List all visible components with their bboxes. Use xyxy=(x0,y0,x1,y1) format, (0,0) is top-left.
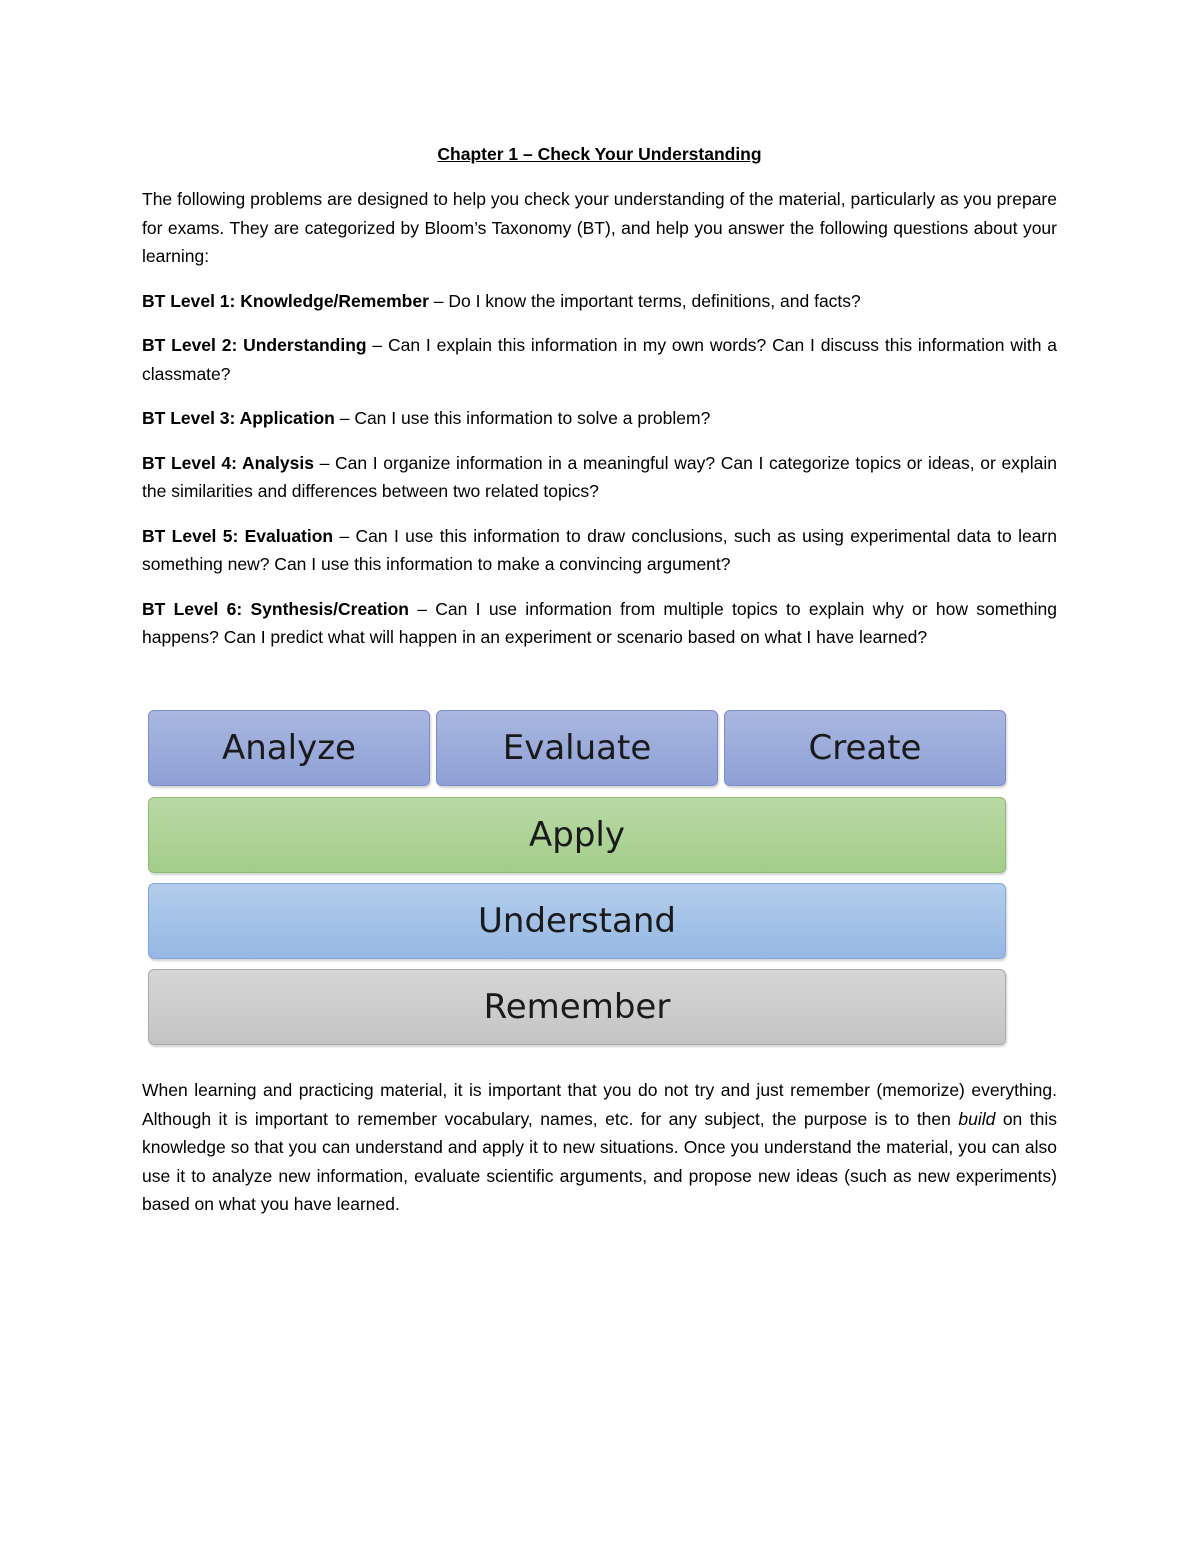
closing-emphasis: build xyxy=(958,1108,996,1129)
bt-level-1-label: BT Level 1: Knowledge/Remember xyxy=(142,290,429,311)
bt-level-2 xyxy=(142,331,1057,388)
blooms-taxonomy-diagram xyxy=(148,710,1006,1046)
bt-level-4-text: – Can I organize information in a meaningful way? Can I categorize topics or ideas, or explain the similarities and differences between two related topics? xyxy=(142,452,1057,501)
page-title: Chapter 1 – Check Your Understanding xyxy=(437,144,762,164)
bt-level-3-label: BT Level 3: Application xyxy=(142,408,335,428)
remember-block: Remember xyxy=(148,969,1006,1045)
bt-level-6-label: BT Level 6: Synthesis/Creation xyxy=(142,598,409,619)
bt-level-2-label: BT Level 2: Understanding xyxy=(142,335,367,355)
create-block: Create xyxy=(724,710,1006,786)
bt-level-5-text: – Can I use this information to draw conclusions, such as using experimental data to learn something new? Can I use this information to make a convincing argument? xyxy=(142,525,1057,574)
bt-level-6-text: – Can I use information from multiple topics to explain why or how something happens? Can I predict what will happen in an experiment or scenario based on what I have learned? xyxy=(142,598,1057,647)
bt-level-5 xyxy=(142,522,1057,579)
closing-paragraph xyxy=(142,1076,1057,1219)
analyze-block: Analyze xyxy=(148,710,430,786)
bt-level-3 xyxy=(142,404,1057,433)
bt-level-1-text: – Do I know the important terms, definitions, and facts? xyxy=(428,290,861,311)
apply-block: Apply xyxy=(148,797,1006,873)
bt-level-6 xyxy=(142,595,1057,652)
bt-level-3-text: – Can I use this information to solve a problem? xyxy=(334,408,711,428)
bt-level-4 xyxy=(142,449,1057,506)
document-page xyxy=(142,140,1057,668)
bt-level-5-label: BT Level 5: Evaluation xyxy=(142,525,334,546)
bt-level-2-text: – Can I explain this information in my own words? Can I discuss this information with a classmate? xyxy=(142,335,1057,384)
bt-level-4-label: BT Level 4: Analysis xyxy=(142,452,314,473)
understand-block: Understand xyxy=(148,883,1006,959)
closing-part-2: on this knowledge so that you can understand and apply it to new situations. Once you understand the material, you can also use it to analyze new information, evaluate scientific arguments, and propose new ideas (such as new experiments) based on what you have learned. xyxy=(142,1108,1057,1214)
evaluate-block: Evaluate xyxy=(436,710,718,786)
closing-part-1: When learning and practicing material, it is important that you do not try and just remember (memorize) everything. Although it is important to remember vocabulary, names, etc. for any subject, the purpose is to then xyxy=(142,1080,1057,1129)
intro-paragraph: The following problems are designed to help you check your understanding of the material, particularly as you prepare for exams. They are categorized by Bloom’s Taxonomy (BT), and help you answer the following questions about your learning: xyxy=(142,189,1057,266)
bt-level-1 xyxy=(142,287,1057,316)
